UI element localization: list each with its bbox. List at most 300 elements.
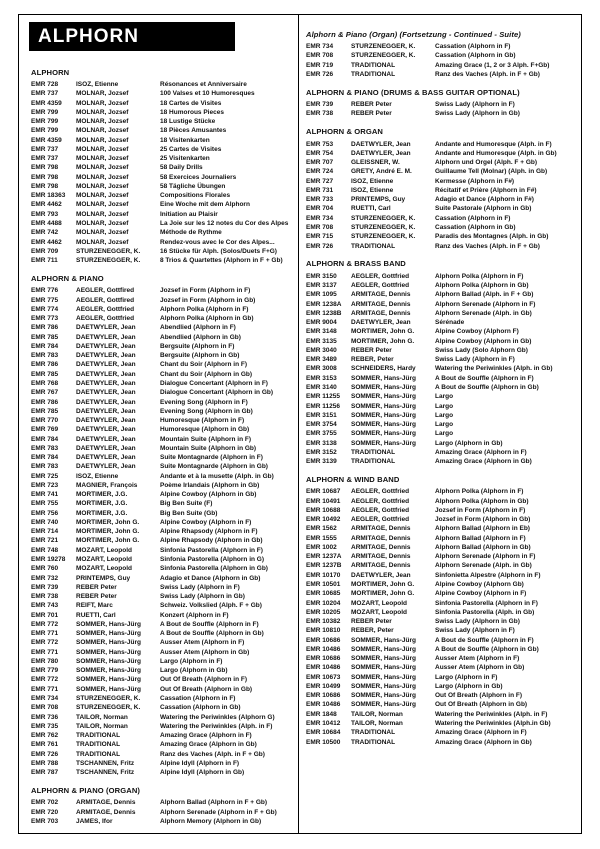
piece-title: Adagio et Dance (Alphorn in F#) [435, 196, 534, 204]
composer-name: MOLNAR, Jozsef [76, 229, 129, 237]
emr-number: EMR 1095 [306, 291, 337, 299]
catalog-row [306, 663, 578, 672]
emr-number: EMR 3137 [306, 282, 337, 290]
composer-name: MOZART, Leopold [76, 565, 132, 573]
emr-number: EMR 762 [31, 732, 59, 740]
catalog-row [31, 648, 293, 657]
catalog-row [306, 457, 578, 466]
emr-number: EMR 798 [31, 164, 59, 172]
composer-name: SOMMER, Hans-Jürg [351, 701, 417, 709]
piece-title: Out Of Breath (Alphorn in F) [160, 676, 248, 684]
emr-number: EMR 727 [306, 177, 334, 185]
piece-title: Alphorn Polka (Alphorn in F) [160, 305, 249, 313]
emr-number: EMR 760 [31, 565, 59, 573]
catalog-row [306, 346, 578, 355]
composer-name: MORTIMER, John G. [76, 528, 140, 536]
emr-number: EMR 725 [31, 472, 59, 480]
emr-number: EMR 772 [31, 620, 59, 628]
composer-name: STURZENEGGER, K. [76, 257, 141, 265]
piece-title: Watering the Periwinkles (Alphorn G) [160, 713, 275, 721]
composer-name: MOLNAR, Jozsef [76, 99, 129, 107]
composer-name: TRADITIONAL [76, 750, 121, 758]
catalog-section [306, 127, 578, 251]
catalog-row [306, 158, 578, 167]
emr-number: EMR 10486 [306, 664, 341, 672]
catalog-row [31, 444, 293, 453]
composer-name: TRADITIONAL [351, 458, 396, 466]
emr-number: EMR 10686 [306, 655, 341, 663]
piece-title: Amazing Grace (Alphorn in F) [160, 732, 252, 740]
catalog-row [306, 364, 578, 373]
composer-name: MOLNAR, Jozsef [76, 210, 129, 218]
piece-title: Alphorn Ballad (Alphorn in Gb) [435, 543, 531, 551]
piece-title: Andante and Humoresque (Alph. in Gb) [435, 149, 557, 157]
catalog-row [306, 645, 578, 654]
composer-name: TAILOR, Norman [76, 722, 128, 730]
emr-number: EMR 731 [306, 186, 334, 194]
composer-name: GRETY, André E. M. [351, 168, 412, 176]
composer-name: MOLNAR, Jozsef [76, 164, 129, 172]
piece-title: Sinfonietta Alpestre (Alphorn in F) [435, 571, 541, 579]
catalog-row [306, 439, 578, 448]
emr-number: EMR 3152 [306, 448, 337, 456]
emr-number: EMR 10687 [306, 488, 341, 496]
piece-title: Alphorn Polka (Alphorn in Gb) [435, 282, 529, 290]
catalog-row [31, 472, 293, 481]
emr-number: EMR 786 [31, 398, 59, 406]
catalog-row [31, 210, 293, 219]
catalog-row [306, 710, 578, 719]
piece-title: A Bout de Souffle (Alphorn in F) [435, 374, 534, 382]
piece-title: Watering the Periwinkles (Alph. in Gb) [435, 365, 553, 373]
emr-number: EMR 3754 [306, 421, 337, 429]
piece-title: Cassation (Alphorn in F) [435, 43, 511, 50]
emr-number: EMR 737 [31, 90, 59, 98]
catalog-row [31, 89, 293, 98]
emr-number: EMR 755 [31, 500, 59, 508]
emr-number: EMR 785 [31, 333, 59, 341]
composer-name: REBER Peter [76, 593, 117, 601]
composer-name: MORTIMER, John G. [351, 328, 415, 336]
piece-title: Swiss Lady (Alphorn in F) [435, 356, 515, 364]
emr-number: EMR 1002 [306, 543, 337, 551]
catalog-row [31, 499, 293, 508]
composer-name: MOZART, Leopold [76, 546, 132, 554]
piece-title: Suite Pastorale (Alphorn in Gb) [435, 205, 532, 213]
catalog-row [306, 448, 578, 457]
catalog-column-left [31, 15, 293, 826]
emr-number: EMR 10205 [306, 608, 341, 616]
catalog-row [31, 435, 293, 444]
catalog-row [31, 555, 293, 564]
composer-name: DAETWYLER, Jean [76, 352, 136, 360]
piece-title: Evening Song (Alphorn in F) [160, 398, 248, 406]
composer-name: DAETWYLER, Jean [76, 454, 136, 462]
catalog-row [31, 80, 293, 89]
composer-name: ISOZ, Etienne [76, 81, 119, 88]
piece-title: Suite Montagnarde (Alphorn in Gb) [160, 463, 268, 471]
composer-name: STURZENEGGER, K. [76, 247, 141, 255]
piece-title: 25 Cartes de Visites [160, 145, 222, 153]
piece-title: Abendlied (Alphorn in Gb) [160, 333, 241, 341]
catalog-row [306, 149, 578, 158]
emr-number: EMR 788 [31, 759, 59, 767]
piece-title: Largo [435, 421, 454, 429]
piece-title: Mountain Suite (Alphorn in Gb) [160, 444, 257, 452]
composer-name: SOMMER, Hans-Jürg [351, 664, 417, 672]
catalog-row [31, 333, 293, 342]
piece-title: Amazing Grace (Alphorn in Gb) [435, 738, 532, 746]
composer-name: REBER Peter [351, 110, 392, 118]
catalog-row [306, 728, 578, 737]
emr-number: EMR 3008 [306, 365, 337, 373]
emr-number: EMR 754 [306, 149, 334, 157]
catalog-section [31, 786, 293, 826]
catalog-row [31, 694, 293, 703]
emr-number: EMR 11255 [306, 393, 340, 401]
piece-title: Ranz des Vaches (Alph. in F + Gb) [435, 70, 540, 78]
piece-title: Ranz des Vaches (Alph. in F + Gb) [435, 242, 540, 250]
composer-name: ISOZ, Etienne [351, 186, 394, 194]
catalog-row [31, 808, 293, 817]
emr-number: EMR 4359 [31, 136, 62, 144]
catalog-row [306, 140, 578, 149]
catalog-row [306, 589, 578, 598]
composer-name: AEGLER, Gottfried [76, 315, 135, 323]
composer-name: SOMMER, Hans-Jürg [351, 402, 417, 410]
emr-number: EMR 734 [31, 695, 59, 702]
emr-number: EMR 761 [31, 741, 59, 749]
emr-number: EMR 728 [31, 81, 59, 88]
catalog-row [306, 719, 578, 728]
composer-name: MOLNAR, Jozsef [76, 173, 129, 181]
composer-name: DAETWYLER, Jean [351, 149, 411, 157]
composer-name: DAETWYLER, Jean [76, 435, 136, 443]
emr-number: EMR 785 [31, 370, 59, 378]
emr-number: EMR 742 [31, 229, 59, 237]
piece-title: Jozsef in Form (Alphorn in F) [160, 287, 251, 295]
catalog-row [31, 817, 293, 826]
composer-name: TRADITIONAL [351, 448, 396, 456]
piece-title: Sérénade [435, 319, 465, 327]
piece-title: 58 Tägliche Übungen [160, 182, 226, 190]
piece-title: Watering the Periwinkles (Alph. in F) [435, 710, 548, 718]
composer-name: ARMITAGE, Dennis [351, 300, 411, 308]
catalog-row [31, 323, 293, 332]
emr-number: EMR 18363 [31, 192, 66, 200]
piece-title: Alphorn Ballad (Alphorn in F) [435, 534, 526, 542]
catalog-row [306, 561, 578, 570]
composer-name: MORTIMER, John G. [351, 590, 415, 598]
composer-name: REIFT, Marc [76, 602, 113, 610]
emr-number: EMR 4359 [31, 99, 62, 107]
catalog-row [306, 186, 578, 195]
piece-title: Alpine Cowboy (Alphorn in F) [435, 590, 527, 598]
composer-name: REBER Peter [351, 618, 392, 626]
catalog-row [31, 407, 293, 416]
emr-number: EMR 798 [31, 173, 59, 181]
catalog-row [31, 398, 293, 407]
piece-title: Chant du Soir (Alphorn in F) [160, 361, 248, 369]
emr-number: EMR 772 [31, 639, 59, 647]
composer-name: ARMITAGE, Dennis [351, 562, 411, 570]
catalog-row [31, 768, 293, 777]
catalog-row [306, 580, 578, 589]
catalog-row [31, 342, 293, 351]
piece-title: Compositions Florales [160, 192, 231, 200]
catalog-row [31, 601, 293, 610]
emr-number: EMR 734 [306, 43, 334, 50]
catalog-row [306, 100, 578, 109]
emr-number: EMR 786 [31, 361, 59, 369]
catalog-row [31, 154, 293, 163]
emr-number: EMR 799 [31, 118, 59, 126]
emr-number: EMR 793 [31, 210, 59, 218]
catalog-row [306, 617, 578, 626]
catalog-row [31, 638, 293, 647]
composer-name: ARMITAGE, Dennis [351, 525, 411, 533]
emr-number: EMR 776 [31, 287, 59, 295]
piece-title: Alphorn Polka (Alphorn in F) [435, 272, 524, 280]
piece-title: 25 Visitenkarten [160, 155, 210, 163]
composer-name: PRINTEMPS, Guy [351, 196, 406, 204]
piece-title: Largo (Alphorn in F) [160, 657, 223, 665]
catalog-row [31, 453, 293, 462]
catalog-section [306, 475, 578, 747]
emr-number: EMR 3139 [306, 458, 337, 466]
catalog-row [31, 731, 293, 740]
catalog-row [31, 351, 293, 360]
catalog-row [306, 195, 578, 204]
catalog-row [306, 738, 578, 747]
piece-title: Largo (Alphorn in F) [435, 673, 498, 681]
composer-name: MOLNAR, Jozsef [76, 192, 129, 200]
composer-name: DAETWYLER, Jean [76, 417, 136, 425]
catalog-row [31, 713, 293, 722]
composer-name: MAGNIER, François [76, 481, 138, 489]
emr-number: EMR 707 [306, 159, 334, 167]
composer-name: MORTIMER, John G. [351, 581, 415, 589]
catalog-row [306, 242, 578, 251]
emr-number: EMR 3135 [306, 337, 337, 345]
emr-number: EMR 726 [306, 70, 334, 78]
piece-title: Jozsef in Form (Alphorn in Gb) [160, 296, 256, 304]
composer-name: MORTIMER, J.G. [76, 500, 128, 508]
catalog-row [31, 200, 293, 209]
piece-title: Alpine Idyll (Alphorn in F) [160, 759, 240, 767]
piece-title: Cassation (Alphorn in Gb) [160, 704, 241, 712]
emr-number: EMR 1562 [306, 525, 337, 533]
catalog-row [306, 691, 578, 700]
catalog-row [31, 136, 293, 145]
catalog-row [306, 636, 578, 645]
emr-number: EMR 740 [31, 518, 59, 526]
emr-number: EMR 1238B [306, 309, 342, 317]
catalog-row [31, 518, 293, 527]
composer-name: TRADITIONAL [351, 738, 396, 746]
piece-title: Big Ben Suite (Gb) [160, 509, 218, 517]
catalog-row [31, 536, 293, 545]
piece-title: Bergsuite (Alphorn in Gb) [160, 352, 240, 360]
composer-name: REBER, Peter [351, 356, 394, 364]
emr-number: EMR 737 [31, 145, 59, 153]
composer-name: SOMMER, Hans-Jürg [351, 673, 417, 681]
composer-name: REBER, Peter [351, 627, 394, 635]
piece-title: Kermesse (Alphorn in F#) [435, 177, 515, 185]
emr-number: EMR 783 [31, 444, 59, 452]
catalog-row [31, 509, 293, 518]
piece-title: A Bout de Souffle (Alphorn in Gb) [160, 630, 264, 638]
piece-title: Watering the Periwinkles (Alph. in F) [160, 722, 273, 730]
emr-number: EMR 1237B [306, 562, 342, 570]
emr-number: EMR 779 [31, 667, 59, 675]
catalog-row [31, 388, 293, 397]
piece-title: Ausser Atem (Alphorn in Gb) [160, 648, 250, 656]
piece-title: Swiss Lady (Alphorn in F) [160, 583, 240, 591]
emr-number: EMR 3755 [306, 430, 337, 438]
piece-title: Largo [435, 402, 454, 410]
emr-number: EMR 10486 [306, 645, 341, 653]
piece-title: Alpine Cowboy (Alphorn in Gb) [435, 337, 532, 345]
piece-title: 18 Lustige Stücke [160, 118, 216, 126]
piece-title: Eine Woche mit dem Alphorn [160, 201, 250, 209]
emr-number: EMR 10170 [306, 571, 341, 579]
emr-number: EMR 784 [31, 342, 59, 350]
catalog-row [31, 117, 293, 126]
composer-name: SOMMER, Hans-Jürg [351, 645, 417, 653]
composer-name: DAETWYLER, Jean [76, 333, 136, 341]
piece-title: Résonances et Anniversaire [160, 81, 247, 88]
catalog-row [31, 305, 293, 314]
composer-name: SOMMER, Hans-Jürg [76, 630, 142, 638]
composer-name: STURZENEGGER, K. [351, 214, 416, 222]
emr-number: EMR 10688 [306, 506, 341, 514]
emr-number: EMR 741 [31, 491, 59, 499]
composer-name: DAETWYLER, Jean [351, 319, 411, 327]
emr-number: EMR 703 [31, 817, 59, 825]
catalog-row [31, 314, 293, 323]
catalog-row [306, 429, 578, 438]
piece-title: Cassation (Alphorn in Gb) [435, 52, 516, 60]
composer-name: AEGLER, Gottfried [351, 497, 410, 505]
emr-number: EMR 714 [31, 528, 59, 536]
piece-title: Rendez-vous avec le Cor des Alpes... [160, 238, 275, 246]
emr-number: EMR 726 [31, 750, 59, 758]
composer-name: ARMITAGE, Dennis [351, 553, 411, 561]
emr-number: EMR 786 [31, 324, 59, 332]
emr-number: EMR 799 [31, 127, 59, 135]
composer-name: MOLNAR, Jozsef [76, 219, 129, 227]
catalog-row [31, 490, 293, 499]
emr-number: EMR 708 [306, 52, 334, 60]
composer-name: MOLNAR, Jozsef [76, 90, 129, 98]
catalog-row [306, 109, 578, 118]
composer-name: TRADITIONAL [76, 741, 121, 749]
composer-name: MORTIMER, John G. [76, 518, 140, 526]
composer-name: DAETWYLER, Jean [76, 389, 136, 397]
piece-title: Humoresque (Alphorn in Gb) [160, 426, 250, 434]
catalog-row [31, 462, 293, 471]
emr-number: EMR 737 [31, 155, 59, 163]
composer-name: AEGLER, Gottfired [76, 296, 135, 304]
emr-number: EMR 733 [306, 196, 334, 204]
emr-number: EMR 10684 [306, 729, 341, 737]
catalog-row [31, 416, 293, 425]
composer-name: AEGLER, Gottfired [76, 287, 135, 295]
page-title: ALPHORN [29, 22, 235, 51]
emr-number: EMR 4462 [31, 201, 62, 209]
composer-name: MORTIMER, John G. [351, 337, 415, 345]
catalog-row [31, 99, 293, 108]
composer-name: TRADITIONAL [351, 242, 396, 250]
emr-number: EMR 739 [306, 101, 334, 109]
composer-name: AEGLER, Gottfried [351, 516, 410, 524]
emr-number: EMR 798 [31, 182, 59, 190]
piece-title: Out Of Breath (Alphorn in Gb) [435, 701, 528, 709]
catalog-row [306, 654, 578, 663]
composer-name: MOZART, Leopold [351, 608, 407, 616]
emr-number: EMR 753 [306, 140, 334, 148]
emr-number: EMR 10685 [306, 590, 341, 598]
piece-title: Amazing Grace (Alphorn in F) [435, 448, 527, 456]
emr-number: EMR 767 [31, 389, 59, 397]
composer-name: DAETWYLER, Jean [76, 370, 136, 378]
composer-name: MOLNAR, Jozsef [76, 145, 129, 153]
catalog-row [31, 108, 293, 117]
piece-title: Largo (Alphorn in Gb) [435, 439, 503, 447]
composer-name: SOMMER, Hans-Jürg [351, 655, 417, 663]
composer-name: SOMMER, Hans-Jürg [351, 374, 417, 382]
catalog-row [31, 592, 293, 601]
catalog-section [306, 88, 578, 119]
composer-name: AEGLER, Gottfried [351, 488, 410, 496]
composer-name: MOLNAR, Jozsef [76, 136, 129, 144]
emr-number: EMR 721 [31, 537, 59, 545]
catalog-row [306, 42, 578, 51]
emr-number: EMR 9004 [306, 319, 337, 327]
piece-title: Suite Montagnarde (Alphorn in F) [160, 454, 263, 462]
section-header: ALPHORN & BRASS BAND [306, 259, 406, 269]
composer-name: ARMITAGE, Dennis [76, 799, 136, 807]
catalog-row [31, 228, 293, 237]
catalog-row [31, 629, 293, 638]
composer-name: DAETWYLER, Jean [76, 324, 136, 332]
piece-title: 18 Pièces Amusantes [160, 127, 227, 135]
piece-title: Alpine Cowboy (Alphorn F) [435, 328, 519, 336]
emr-number: EMR 3148 [306, 328, 337, 336]
emr-number: EMR 704 [306, 205, 334, 213]
piece-title: Watering the Periwinkles (Alph.in Gb) [435, 720, 551, 727]
catalog-row [306, 374, 578, 383]
catalog-row [306, 281, 578, 290]
emr-number: EMR 783 [31, 352, 59, 360]
composer-name: SOMMER, Hans-Jürg [351, 421, 417, 429]
piece-title: Dialogue Concertant (Alphorn in Gb) [160, 389, 274, 397]
emr-number: EMR 10486 [306, 701, 341, 709]
piece-title: Guillaume Tell (Molnar) (Alph. in Gb) [435, 168, 548, 176]
piece-title: Largo (Alphorn in Gb) [435, 682, 503, 690]
piece-title: Chant du Soir (Alphorn in Gb) [160, 370, 253, 378]
catalog-row [306, 571, 578, 580]
piece-title: Récitatif et Prière (Alphorn in F#) [435, 186, 537, 194]
piece-title: Alphorn Polka (Alphorn in Gb) [160, 315, 254, 323]
emr-number: EMR 1237A [306, 553, 342, 561]
composer-name: MOLNAR, Jozsef [76, 238, 129, 246]
composer-name: DAETWYLER, Jean [76, 407, 136, 415]
catalog-section [31, 274, 293, 778]
composer-name: ARMITAGE, Dennis [351, 543, 411, 551]
composer-name: SOMMER, Hans-Jürg [351, 430, 417, 438]
